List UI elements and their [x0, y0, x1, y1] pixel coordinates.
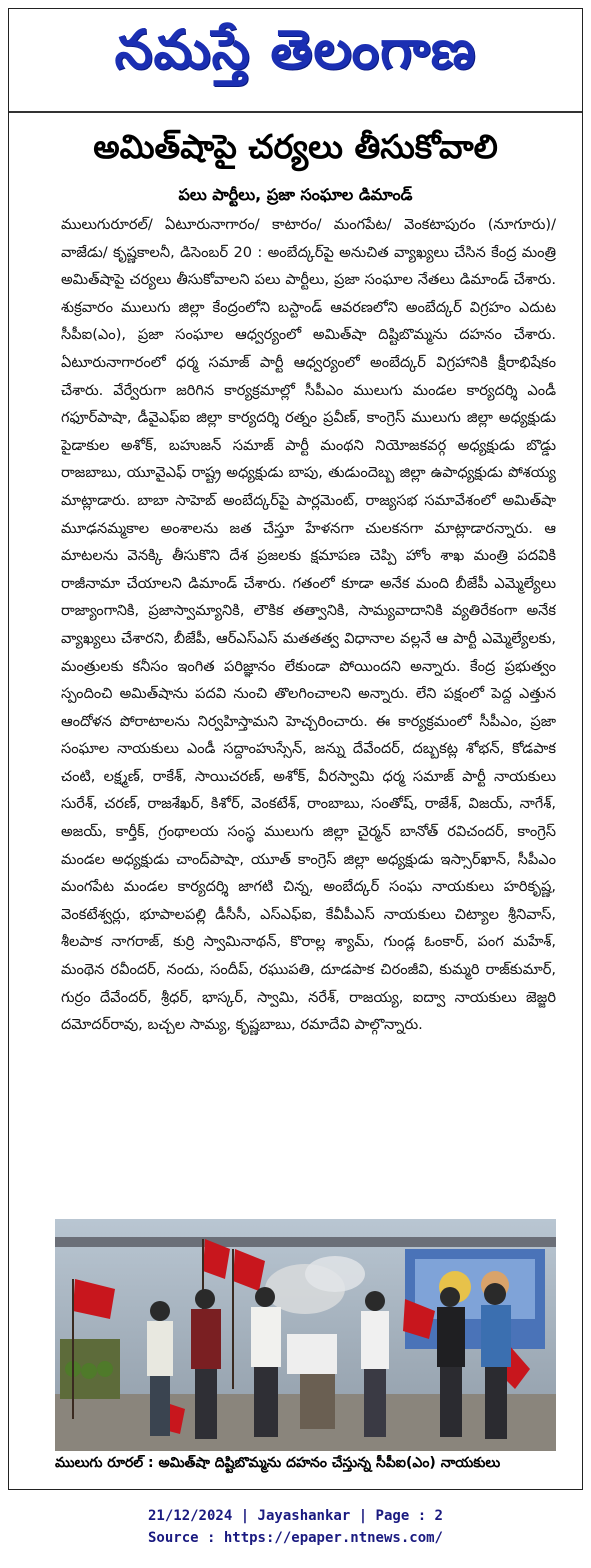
newspaper-clipping [8, 8, 583, 1490]
article-subheadline: పలు పార్టీలు, ప్రజా సంఘాల డిమాండ్ [178, 185, 413, 204]
photo-caption: ములుగు రూరల్ : అమిత్‌షా దిష్టిబొమ్మను దహనం చేస్తున్న సీపీఐ(ఎం) నాయకులు [55, 1455, 501, 1471]
footer-source-link[interactable]: Source : https://epaper.ntnews.com/ [147, 1530, 443, 1546]
masthead-title: నమస్తే తెలంగాణ [114, 17, 477, 81]
protest-photo-illustration [55, 1219, 556, 1451]
masthead [9, 19, 582, 93]
article-body: ములుగురూరల్/ ఏటూరునాగారం/ కాటారం/ మంగపేట/ వెంకటాపురం (నూగూరు)/ వాజేడు/ కృష్ణకాలనీ, డిసెంబర్ 20 : అంబేద్కర్‌పై అనుచిత వ్యాఖ్యలు చేసిన కేంద్ర మంత్రి అమిత్‌షాపై చర్యలు తీసుకోవాలని పలు పార్టీలు, ప్రజా సంఘాల నేతలు డిమాండ్ చేశారు. శుక్రవారం ములుగు జిల్లా కేంద్రంలోని బస్టాండ్ ఆవరణలోని అంబేద్కర్ విగ్రహం ఎదుట సీపీఐ(ఎం), ప్రజా సంఘాల ఆధ్వర్యంలో అమిత్‌షా దిష్టిబొమ్మను దహనం చేశారు. ఏటూరునాగారంలో ధర్మ సమాజ్ పార్టీ ఆధ్వర్యంలో అంబేద్కర్ విగ్రహానికి క్షీరాభిషేకం చేశారు. వేర్వేరుగా జరిగిన కార్యక్రమాల్లో సీపీఎం ములుగు మండల కార్యదర్శి ఎండీ గఫూర్‌పాషా, డీవైఎఫ్‌ఐ జిల్లా కార్యదర్శి రత్నం ప్రవీణ్, కాంగ్రెస్ ములుగు జిల్లా అధ్యక్షుడు పైడాకుల అశోక్, బహుజన్ సమాజ్ పార్టీ మంథని నియోజకవర్గ అధ్యక్షుడు బొడ్డు రాజబాబు, యూవైఎఫ్ రాష్ట్ర అధ్యక్షుడు బాపు, తుడుందెబ్బ జిల్లా ఉపాధ్యక్షుడు పోశయ్య మాట్లాడారు. బాబా సాహెబ్ అంబేద్కర్‌పై పార్లమెంట్, రాజ్యసభ సమావేశంలో అమిత్‌షా మూఢనమ్మకాల అంశాలను జత చేస్తూ హేళనగా చులకనగా మాట్లాడారన్నారు. ఆ మాటలను వెనక్కి తీసుకొని దేశ ప్రజలకు క్షమాపణ చెప్పి హోం శాఖ మంత్రి పదవికి రాజీనామా చేయాలని డిమాండ్ చేశారు. గతంలో కూడా అనేక మంది బీజేపీ ఎమ్మెల్యేలు రాజ్యాంగానికి, ప్రజాస్వామ్యానికి, లౌకిక తత్వానికి, సామ్యవాదానికి వ్యతిరేకంగా అనేక వ్యాఖ్యలు చేశారని, బీజేపీ, ఆర్ఎస్ఎస్ మతతత్వ విధానాల వల్లనే ఆ పార్టీ ఎమ్మెల్యేలకు, మంత్రులకు కనీసం ఇంగిత పరిజ్ఞానం లేకుండా పోయిందని అన్నారు. కేంద్ర ప్రభుత్వం స్పందించి అమిత్‌షాను పదవి నుంచి తొలగించాలని అన్నారు. లేని పక్షంలో పెద్ద ఎత్తున ఆందోళన పోరాటాలను నిర్వహిస్తామని హెచ్చరించారు. ఈ కార్యక్రమంలో సీపీఎం, ప్రజా సంఘాల నాయకులు ఎండీ సద్దాంహుస్సేన్, జన్ను దేవేందర్, దబ్బకట్ల శోభన్, కోడపాక చంటి, లక్ష్మణ్, రాకేశ్, సాయిచరణ్, అశోక్, వీరస్వామి ధర్మ సమాజ్ పార్టీ నాయకులు సురేశ్, చరణ్, రాజశేఖర్, కిశోర్, వెంకటేశ్, రాంబాబు, సంతోష్, రాజేశ్, విజయ్, నాగేశ్, అజయ్, కార్తీక్, గ్రంథాలయ సంస్థ ములుగు జిల్లా చైర్మన్ బానోత్ రవిచందర్, కాంగ్రెస్ మండల అధ్యక్షుడు చాంద్‌పాషా, యూత్ కాంగ్రెస్ జిల్లా అధ్యక్షుడు ఇస్సార్‌ఖాన్, సీపీఎం మంగపేట మండల కార్యదర్శి జాగటి చిన్న, అంబేద్కర్ సంఘ నాయకులు హరికృష్ణ, వెంకటేశ్వర్లు, భూపాలపల్లి డీసీసీ, ఎస్ఎఫ్ఐ, కేవీపీఎస్ నాయకులు చిట్యాల శ్రీనివాస్, శీలపాక నాగరాజ్, కుర్రి స్వామినాథన్, కొరాల్ల శ్యామ్, గుండ్ల ఓంకార్, పంగ మహేశ్, మంథెన రవీందర్, నందు, సందీప్, రఘుపతి, దూడపాక చిరంజీవి, కుమ్మరి రాజ్‌కుమార్, గుర్రం దేవేందర్, శ్రీధర్, భాస్కర్, స్వామి, నరేశ్, రాజయ్య, ఐద్వా నాయకులు జెజ్జరి దమోదర్‌రావు, బచ్చల సామ్య, కృష్ణబాబు, రమాదేవి పాల్గొన్నారు. [61, 216, 556, 1034]
masthead-divider [9, 111, 582, 113]
article-headline: అమిత్‌షాపై చర్యలు తీసుకోవాలి [93, 127, 498, 166]
protest-photo [55, 1219, 556, 1451]
footer-date-edition-page: 21/12/2024 | Jayashankar | Page : 2 [147, 1508, 443, 1524]
